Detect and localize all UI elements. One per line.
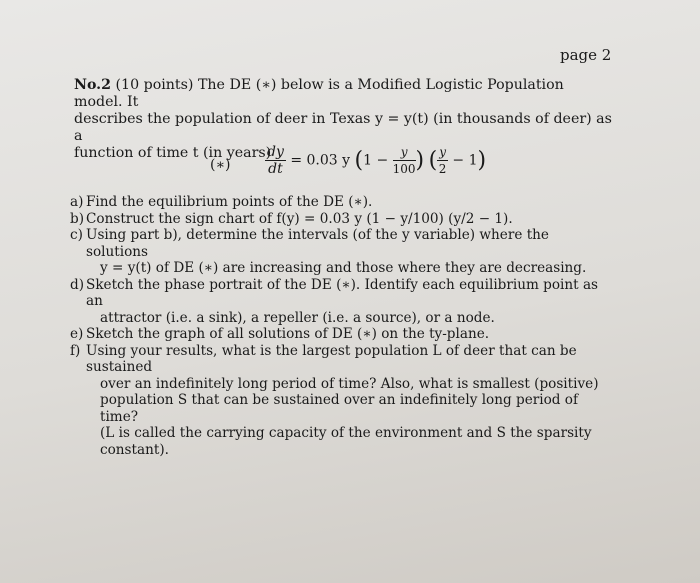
differential-equation	[210, 144, 510, 188]
fraction-1-numerator: y	[393, 144, 416, 161]
one-minus: 1 −	[363, 152, 389, 169]
part-b-label: b)	[70, 210, 85, 227]
part-f-line-1: Using your results, what is the largest population L of deer that can be sustained	[86, 342, 577, 375]
part-a-label: a)	[70, 194, 84, 210]
problem-line-2: describes the population of deer in Texas y = y(t) (in thousands of deer) as a	[74, 111, 612, 144]
question-parts	[70, 194, 615, 458]
part-f-label: f)	[70, 342, 81, 359]
part-d-label: d)	[70, 276, 85, 293]
fraction-2-numerator: y	[439, 145, 446, 159]
part-c	[70, 227, 615, 277]
open-paren-2: (	[428, 148, 438, 173]
problem-number: No.2	[74, 77, 111, 93]
open-paren-1: (	[354, 148, 364, 173]
lhs-denominator: dt	[268, 161, 283, 177]
part-b	[70, 211, 615, 228]
fraction-1	[393, 144, 416, 177]
part-d	[70, 277, 615, 327]
part-c-label: c)	[70, 227, 83, 243]
part-e	[70, 326, 615, 343]
problem-line-3: function of time t (in years)	[74, 145, 272, 161]
part-e-label: e)	[70, 326, 84, 342]
close-paren-2: )	[477, 148, 487, 173]
fraction-1-denominator: 100	[392, 162, 416, 176]
problem-line-1	[74, 77, 614, 111]
equation-body	[265, 144, 486, 177]
part-b-line-1: Construct the sign chart of f(y) = 0.03 y (1 − y/100) (y/2 − 1).	[86, 210, 513, 227]
minus-one: − 1	[447, 152, 478, 169]
equation-label: (∗)	[210, 157, 231, 173]
part-d-line-1: Sketch the phase portrait of the DE (∗). Identify each equilibrium point as an	[86, 276, 599, 309]
problem-text-1: The DE (∗) below is a Modified Logistic Population model. It	[74, 77, 564, 110]
part-c-line-2: y = y(t) of DE (∗) are increasing and those where they are decreasing.	[100, 260, 587, 276]
rhs-coefficient: = 0.03 y	[290, 152, 351, 169]
lhs-numerator: dy	[267, 144, 284, 160]
part-e-line-1: Sketch the graph of all solutions of DE (∗) on the ty-plane.	[86, 326, 490, 342]
close-paren-1: )	[415, 148, 425, 173]
lhs-fraction	[265, 144, 286, 177]
fraction-2	[437, 144, 448, 177]
part-f-line-3: population S that can be sustained over an indefinitely long period of time?	[100, 392, 579, 425]
part-a-line-1: Find the equilibrium points of the DE (∗).	[86, 194, 373, 210]
page-number: page 2	[560, 46, 612, 64]
problem-points: (10 points)	[115, 77, 194, 93]
part-f-line-2: over an indefinitely long period of time? Also, what is smallest (positive)	[100, 375, 599, 392]
part-f	[70, 343, 615, 459]
part-c-line-1: Using part b), determine the intervals (of the y variable) where the solutions	[86, 227, 549, 260]
part-d-line-2: attractor (i.e. a sink), a repeller (i.e. a source), or a node.	[100, 309, 495, 326]
part-f-line-4: (L is called the carrying capacity of the environment and S the sparsity constant).	[100, 425, 592, 458]
fraction-2-denominator: 2	[438, 162, 447, 176]
part-a	[70, 194, 615, 211]
